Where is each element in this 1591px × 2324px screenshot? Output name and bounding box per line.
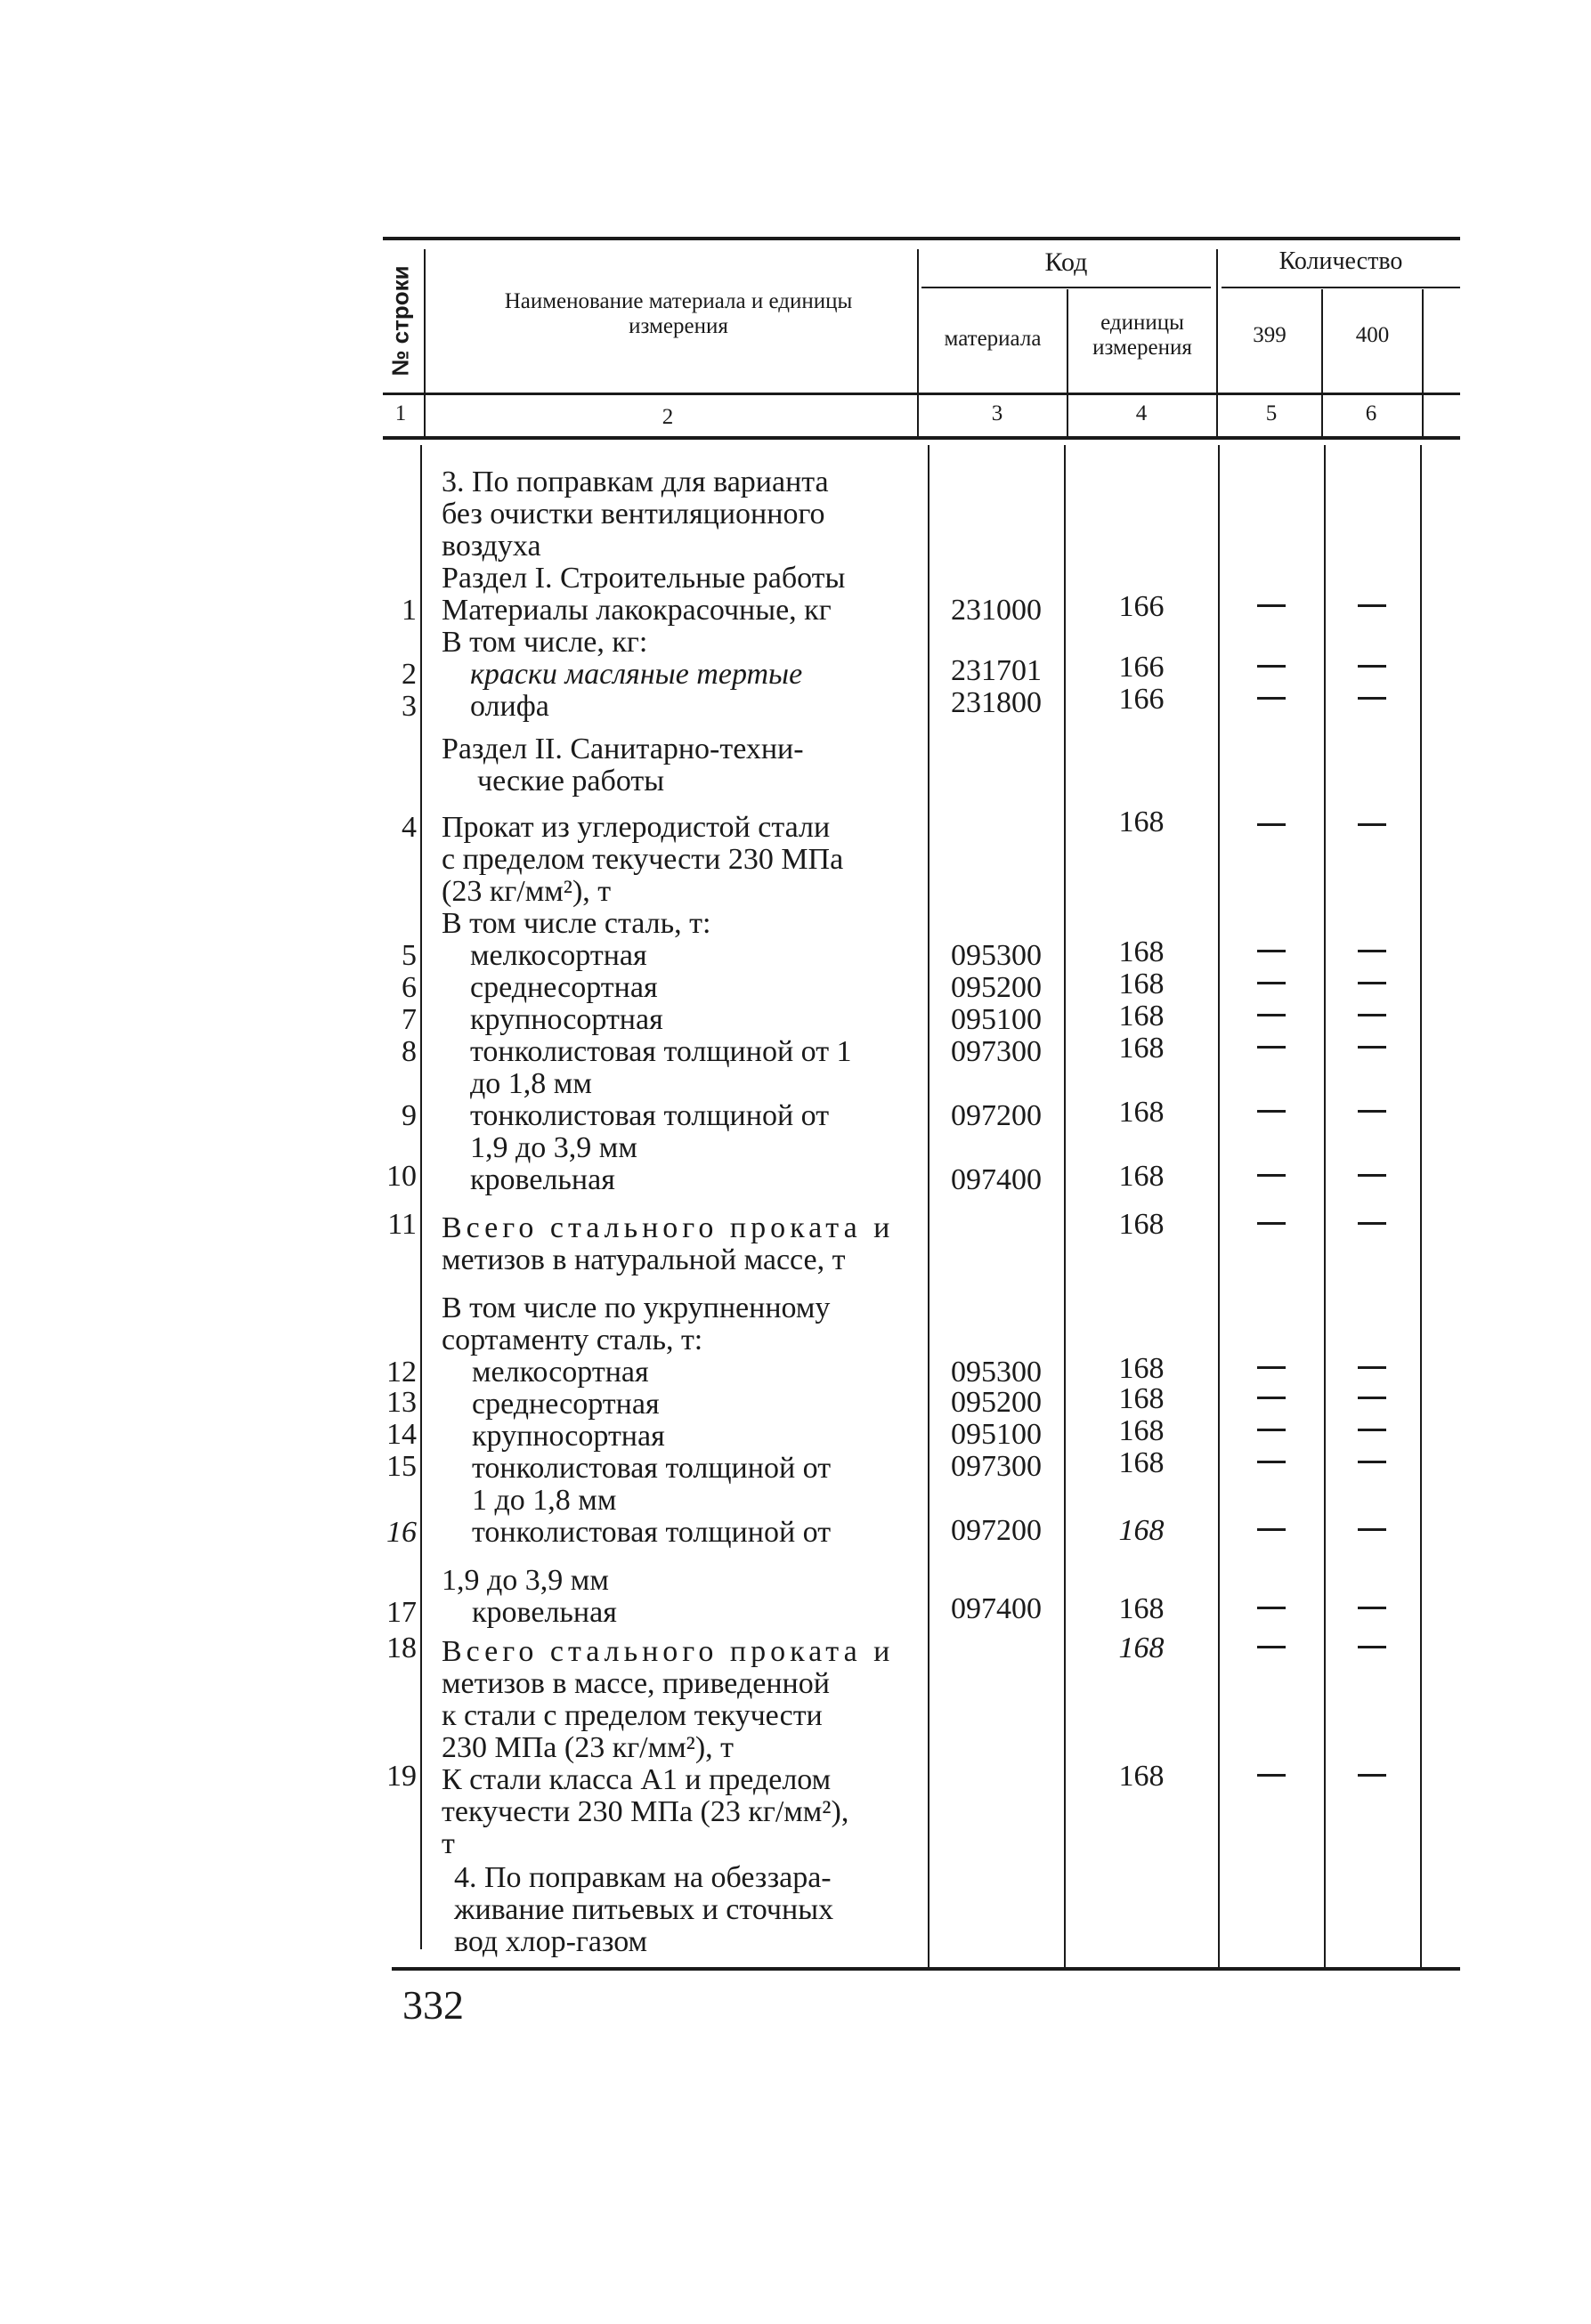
quantity-dash [1358, 1646, 1386, 1648]
quantity-dash [1358, 1110, 1386, 1113]
body-vline [1218, 445, 1220, 1967]
material-code: 095200 [951, 971, 1042, 1004]
quantity-dash [1358, 665, 1386, 668]
row-number: 11 [387, 1208, 417, 1241]
row-number: 14 [386, 1418, 417, 1451]
row-19-name: т [442, 1827, 455, 1860]
unit-code: 168 [1118, 1414, 1165, 1447]
subheading: В том числе по укрупненному [442, 1292, 831, 1324]
quantity-dash [1257, 1429, 1286, 1431]
quantity-dash [1257, 1014, 1286, 1016]
row-19-name: К стали класса А1 и пределом [442, 1763, 832, 1796]
quantity-dash [1358, 1607, 1386, 1609]
body-vline [420, 445, 422, 1949]
row-7-name: крупносортная [470, 1003, 663, 1036]
material-code: 231701 [951, 654, 1042, 687]
material-code: 097400 [951, 1592, 1042, 1625]
code-material-header: материала [944, 327, 1042, 351]
unit-code: 168 [1118, 1000, 1165, 1032]
unit-code: 166 [1118, 590, 1165, 623]
unit-code: 168 [1118, 1160, 1165, 1193]
colnum-6: 6 [1365, 401, 1377, 425]
header-vline [1422, 289, 1424, 436]
subheading: сортаменту сталь, т: [442, 1324, 703, 1356]
section-4-heading: 4. По поправкам на обеззара- [454, 1861, 832, 1894]
unit-code: 166 [1118, 651, 1165, 684]
unit-code: 168 [1118, 1592, 1165, 1625]
quantity-dash [1257, 1461, 1286, 1463]
material-code: 095100 [951, 1003, 1042, 1036]
quantity-dash [1257, 1397, 1286, 1399]
colnum-1: 1 [394, 401, 407, 425]
row-number: 4 [402, 811, 417, 844]
unit-code: 168 [1118, 1096, 1165, 1129]
row-12-name: мелкосортная [472, 1356, 649, 1389]
row-5-name: мелкосортная [470, 939, 647, 972]
row-11-name: метизов в натуральной массе, т [442, 1243, 846, 1276]
quantity-dash [1358, 950, 1386, 952]
row-number: 18 [386, 1632, 417, 1664]
row-4-name: (23 кг/мм²), т [442, 875, 612, 908]
quantity-dash [1257, 1222, 1286, 1225]
subheading: В том числе, кг: [442, 626, 648, 659]
row-number: 10 [386, 1160, 417, 1193]
quantity-dash [1358, 1046, 1386, 1049]
row-9-name: 1,9 до 3,9 мм [470, 1131, 637, 1164]
material-code: 097300 [951, 1035, 1042, 1068]
row-9-name: тонколистовая толщиной от [470, 1099, 830, 1132]
colnum-5: 5 [1265, 401, 1278, 425]
row-number: 8 [402, 1035, 417, 1068]
row-4-name: Прокат из углеродистой стали [442, 811, 831, 844]
material-code: 095100 [951, 1418, 1042, 1451]
quantity-dash [1257, 1607, 1286, 1609]
quantity-dash [1257, 1366, 1286, 1369]
material-code: 097400 [951, 1163, 1042, 1196]
quantity-dash [1257, 1174, 1286, 1177]
material-code: 095300 [951, 939, 1042, 972]
row-number: 6 [402, 971, 417, 1004]
row-number: 15 [386, 1450, 417, 1483]
row-number: 16 [386, 1516, 417, 1549]
row-8-name: тонколистовая толщиной от 1 [470, 1035, 852, 1068]
header-vline [917, 249, 919, 436]
row-16-name: 1,9 до 3,9 мм [442, 1564, 609, 1597]
row-number: 12 [386, 1356, 417, 1389]
quantity-400-header: 400 [1355, 323, 1390, 347]
quantity-dash [1257, 697, 1286, 700]
quantity-dash [1257, 1528, 1286, 1531]
quantity-dash [1358, 982, 1386, 984]
unit-code: 168 [1118, 1632, 1165, 1664]
section-4-heading: вод хлор-газом [454, 1925, 648, 1958]
row-number: 17 [386, 1596, 417, 1629]
row-8-name: до 1,8 мм [470, 1067, 592, 1100]
section-3-heading: без очистки вентиляционного [442, 498, 825, 530]
section-3-heading: воздуха [442, 530, 541, 563]
row-17-name: кровельная [472, 1596, 617, 1629]
row-18-name: Всего стального проката и [442, 1635, 895, 1668]
row-15-name: 1 до 1,8 мм [472, 1484, 617, 1517]
unit-code: 168 [1118, 1514, 1165, 1547]
material-code: 231000 [951, 594, 1042, 627]
unit-code: 168 [1118, 1352, 1165, 1385]
row-18-name: 230 МПа (23 кг/мм²), т [442, 1731, 735, 1764]
row-18-name: метизов в массе, приведенной [442, 1667, 830, 1700]
colnum-2: 2 [662, 405, 674, 429]
material-code: 095300 [951, 1356, 1042, 1389]
qty-sub-rule [1222, 287, 1460, 288]
unit-code: 168 [1118, 1382, 1165, 1415]
top-rule [383, 237, 1460, 240]
code-unit-header-line1: единицы [1100, 311, 1184, 335]
unit-code: 168 [1118, 935, 1165, 968]
quantity-dash [1358, 1222, 1386, 1225]
row-3-name: олифа [470, 690, 549, 723]
colnum-4: 4 [1135, 401, 1148, 425]
material-code: 097200 [951, 1514, 1042, 1547]
colnum-3: 3 [991, 401, 1003, 425]
section-4-heading: живание питьевых и сточных [454, 1893, 834, 1926]
row-18-name: к стали с пределом текучести [442, 1699, 823, 1732]
quantity-dash [1257, 1646, 1286, 1648]
quantity-dash [1358, 1774, 1386, 1777]
quantity-dash [1257, 1046, 1286, 1049]
code-unit-header-line2: измерения [1092, 336, 1192, 360]
section-3-heading: 3. По поправкам для варианта [442, 466, 829, 498]
page-number: 332 [402, 1982, 464, 2028]
unit-code: 166 [1118, 683, 1165, 716]
quantity-dash [1358, 1366, 1386, 1369]
material-code: 095200 [951, 1386, 1042, 1419]
row-number: 1 [402, 594, 417, 627]
row-19-name: текучести 230 МПа (23 кг/мм²), [442, 1795, 849, 1828]
quantity-dash [1358, 1429, 1386, 1431]
quantity-dash [1257, 1774, 1286, 1777]
row-number: 3 [402, 690, 417, 723]
row-16-name: тонколистовая толщиной от [472, 1516, 832, 1549]
row-number: 5 [402, 939, 417, 972]
razdel-1-heading: Раздел I. Строительные работы [442, 562, 846, 595]
quantity-dash [1358, 697, 1386, 700]
row-15-name: тонколистовая толщиной от [472, 1452, 832, 1485]
quantity-dash [1257, 665, 1286, 668]
unit-code: 168 [1118, 806, 1165, 838]
subheading: В том числе сталь, т: [442, 907, 711, 940]
name-header-line2: измерения [629, 314, 728, 338]
code-header: Код [1044, 247, 1088, 277]
quantity-dash [1257, 823, 1286, 826]
material-code: 097300 [951, 1450, 1042, 1483]
row-6-name: среднесортная [470, 971, 658, 1004]
material-code: 231800 [951, 686, 1042, 719]
row-number: 13 [386, 1386, 417, 1419]
row-10-name: кровельная [470, 1163, 615, 1196]
row-11-name: Всего стального проката и [442, 1211, 895, 1244]
razdel-2-heading: ческие работы [477, 765, 665, 798]
header-bottom-rule [383, 393, 1460, 395]
header-vline [424, 249, 426, 436]
quantity-header: Количество [1278, 247, 1403, 275]
unit-code: 168 [1118, 1032, 1165, 1065]
quantity-dash [1257, 950, 1286, 952]
quantity-dash [1358, 604, 1386, 607]
row-number-header: № строки [386, 264, 414, 377]
row-number: 9 [402, 1099, 417, 1132]
unit-code: 168 [1118, 968, 1165, 1000]
header-vline [1321, 289, 1323, 436]
row-13-name: среднесортная [472, 1388, 660, 1421]
quantity-399-header: 399 [1253, 323, 1287, 347]
row-number: 7 [402, 1003, 417, 1036]
unit-code: 168 [1118, 1446, 1165, 1479]
row-number: 19 [386, 1760, 417, 1793]
quantity-dash [1358, 1397, 1386, 1399]
row-2-name: краски масляные тертые [470, 658, 803, 691]
razdel-2-heading: Раздел II. Санитарно-техни- [442, 733, 804, 765]
quantity-dash [1358, 823, 1386, 826]
quantity-dash [1358, 1461, 1386, 1463]
quantity-dash [1257, 982, 1286, 984]
row-1-name: Материалы лакокрасочные, кг [442, 594, 832, 627]
row-4-name: с пределом текучести 230 МПа [442, 843, 844, 876]
row-14-name: крупносортная [472, 1420, 665, 1453]
unit-code: 168 [1118, 1760, 1165, 1793]
colnum-bottom-rule [383, 436, 1460, 440]
name-header-line1: Наименование материала и единицы [504, 289, 853, 313]
material-code: 097200 [951, 1099, 1042, 1132]
body-vline [1420, 445, 1422, 1967]
quantity-dash [1358, 1174, 1386, 1177]
bottom-rule [392, 1967, 1460, 1971]
quantity-dash [1257, 604, 1286, 607]
quantity-dash [1358, 1014, 1386, 1016]
row-number: 2 [402, 658, 417, 691]
code-sub-rule [921, 287, 1211, 288]
quantity-dash [1257, 1110, 1286, 1113]
quantity-dash [1358, 1528, 1386, 1531]
unit-code: 168 [1118, 1208, 1165, 1241]
body-vline [1324, 445, 1326, 1967]
